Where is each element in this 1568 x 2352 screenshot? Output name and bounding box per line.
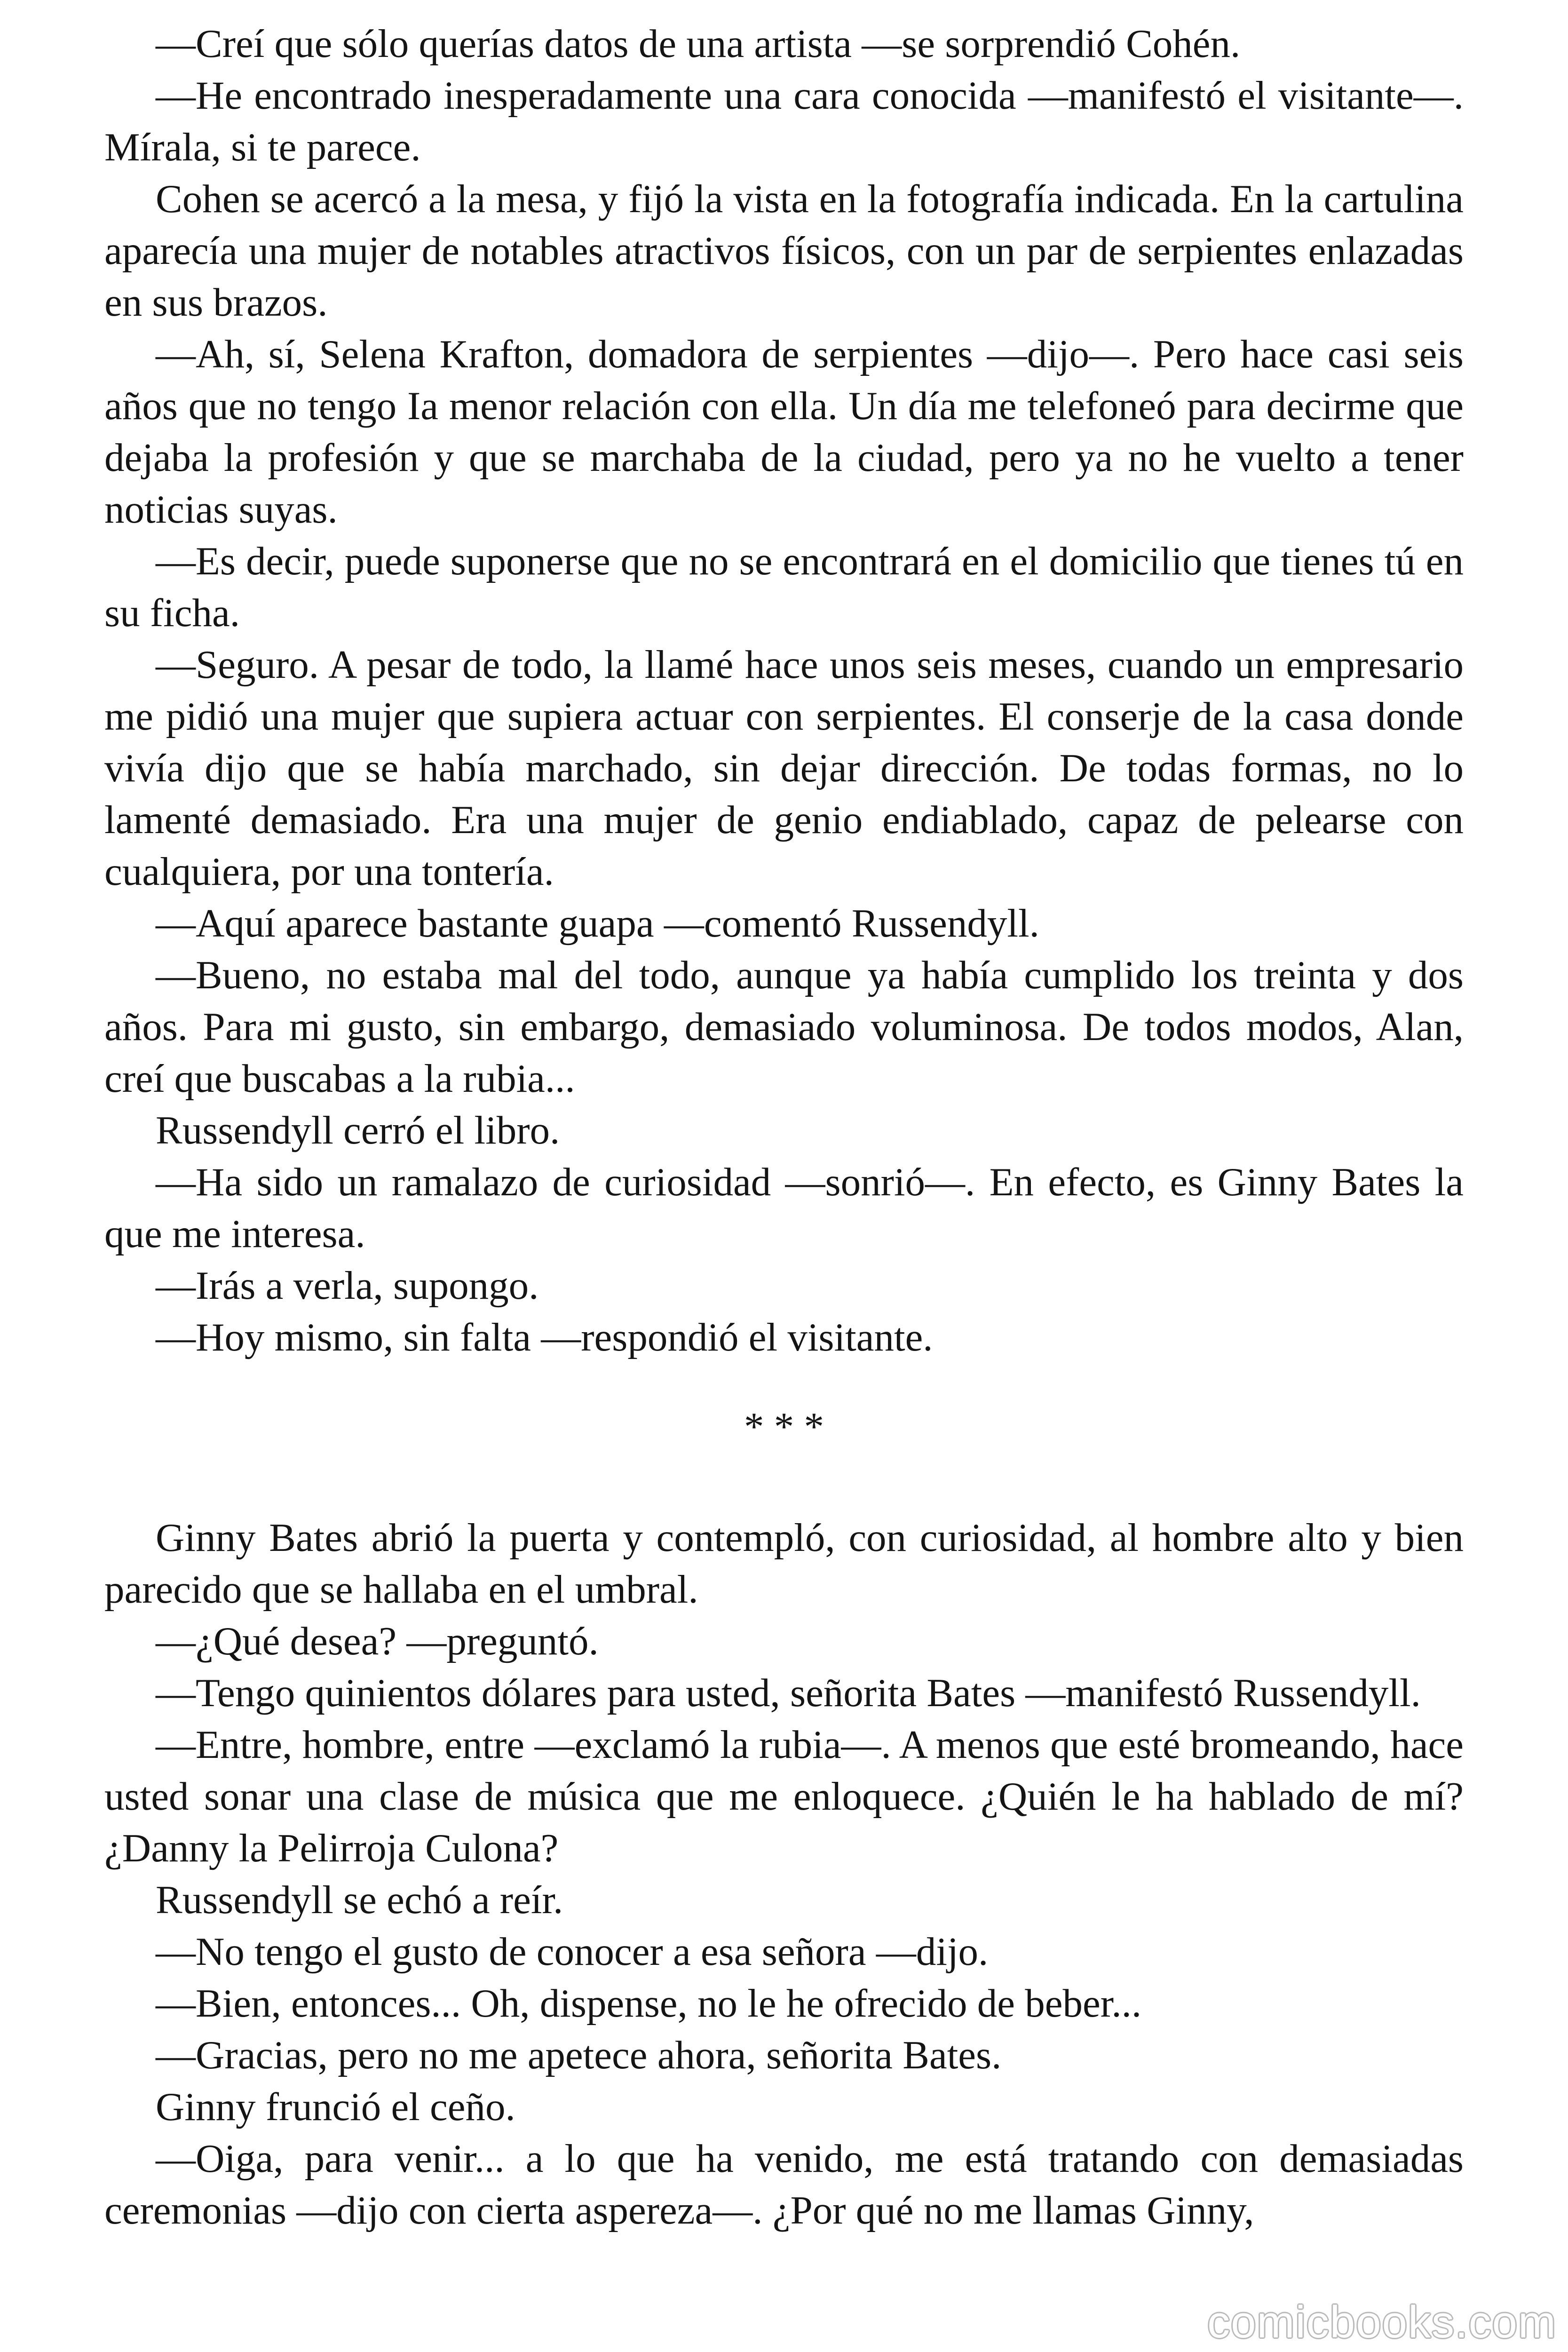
paragraph: —Es decir, puede suponerse que no se encontrará en el domicilio que tienes tú en su ficha. (104, 539, 1464, 635)
paragraph: —Oiga, para venir... a lo que ha venido, me está tratando con demasiadas ceremonias —dijo con cierta aspereza—. ¿Por qué no me llamas Ginny, (104, 2137, 1464, 2233)
paragraph: Russendyll se echó a reír. (156, 1878, 563, 1922)
paragraph: Ginny Bates abrió la puerta y contempló, con curiosidad, al hombre alto y bien parecido que se hallaba en el umbral. (104, 1516, 1464, 1612)
paragraph: Ginny frunció el ceño. (156, 2085, 515, 2129)
paragraph: —Bueno, no estaba mal del todo, aunque ya había cumplido los treinta y dos años. Para mi gusto, sin embargo, demasiado voluminosa. De todos modos, Alan, creí que buscabas a la rubia... (104, 953, 1464, 1101)
paragraph: —He encontrado inesperadamente una cara conocida —manifestó el visitante—. Mírala, si te parece. (104, 73, 1464, 169)
watermark: comicbooks.com (1207, 2297, 1557, 2347)
paragraph: —Creí que sólo querías datos de una artista —se sorprendió Cohén. (156, 22, 1241, 66)
text-section-2 (104, 1512, 1464, 2236)
paragraph: —Gracias, pero no me apetece ahora, señorita Bates. (156, 2033, 1002, 2077)
paragraph: —Aquí aparece bastante guapa —comentó Russendyll. (156, 901, 1039, 946)
text-section-1 (104, 18, 1464, 1363)
paragraph: Cohen se acercó a la mesa, y fijó la vista en la fotografía indicada. En la cartulina aparecía una mujer de notables atractivos físicos, con un par de serpientes enlazadas en sus brazos. (104, 177, 1464, 325)
paragraph: Russendyll cerró el libro. (156, 1108, 560, 1152)
paragraph: —¿Qué desea? —preguntó. (156, 1619, 599, 1663)
paragraph: —No tengo el gusto de conocer a esa señora —dijo. (156, 1930, 989, 1974)
paragraph: —Tengo quinientos dólares para usted, señorita Bates —manifestó Russendyll. (156, 1671, 1421, 1715)
paragraph: —Irás a verla, supongo. (156, 1263, 539, 1308)
paragraph: —Ah, sí, Selena Krafton, domadora de serpientes —dijo—. Pero hace casi seis años que no tengo Ia menor relación con ella. Un día me telefoneó para decirme que dejaba la profesión y que se marchaba de la ciudad, pero ya no he vuelto a tener noticias suyas. (104, 332, 1464, 532)
paragraph: —Seguro. A pesar de todo, la llamé hace unos seis meses, cuando un empresario me pidió una mujer que supiera actuar con serpientes. El conserje de la casa donde vivía dijo que se había marchado, sin dejar dirección. De todas formas, no lo lamenté demasiado. Era una mujer de genio endiablado, capaz de pelearse con cualquiera, por una tontería. (104, 643, 1464, 894)
paragraph: —Entre, hombre, entre —exclamó la rubia—. A menos que esté bromeando, hace usted sonar una clase de música que me enloquece. ¿Quién le ha hablado de mí? ¿Danny la Pelirroja Culona? (104, 1723, 1464, 1870)
paragraph: —Hoy mismo, sin falta —respondió el visitante. (156, 1315, 933, 1359)
paragraph: —Bien, entonces... Oh, dispense, no le he ofrecido de beber... (156, 1981, 1142, 2026)
scene-break-separator: * * * (744, 1405, 824, 1449)
paragraph: —Ha sido un ramalazo de curiosidad —sonrió—. En efecto, es Ginny Bates la que me interesa. (104, 1160, 1464, 1256)
